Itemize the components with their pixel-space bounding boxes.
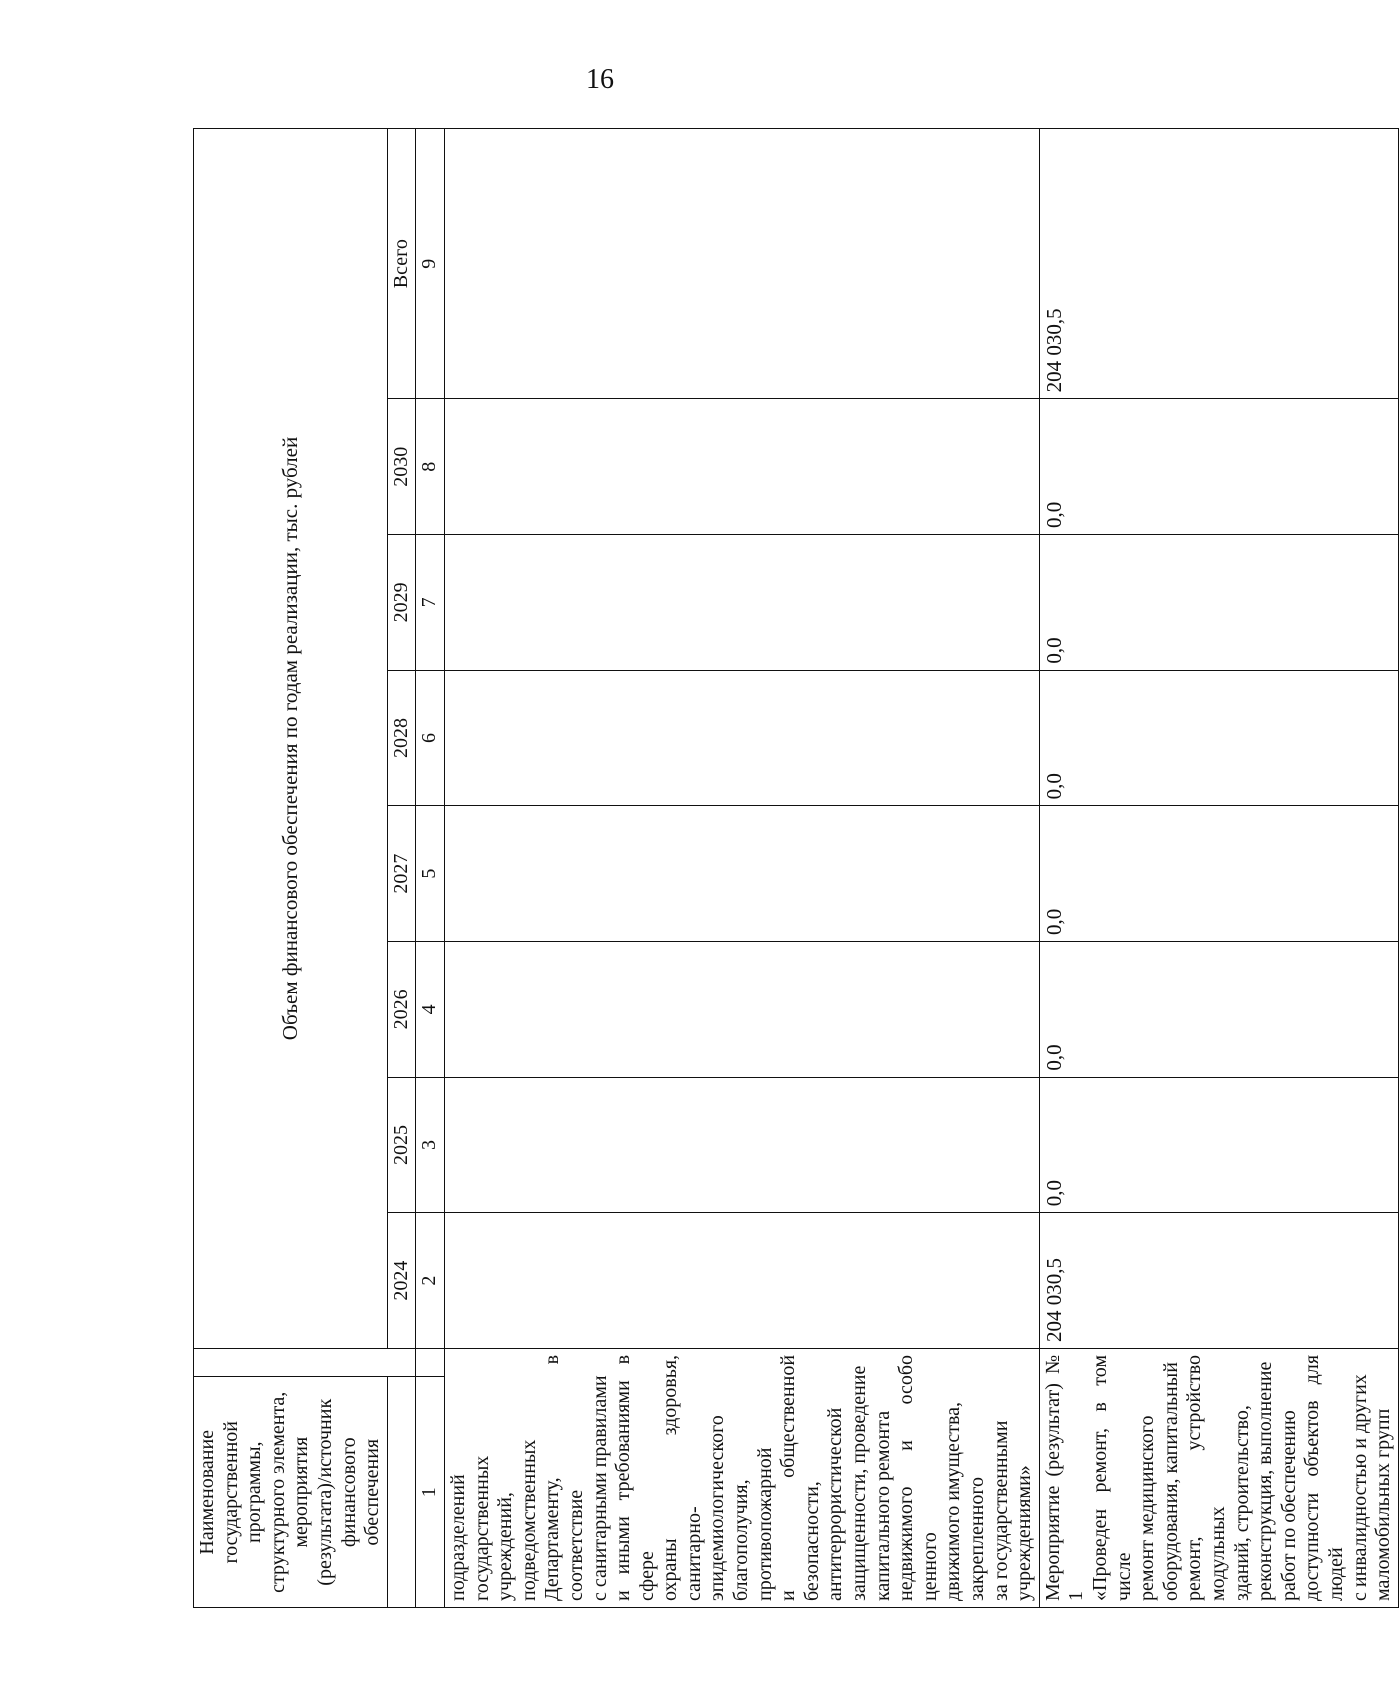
cell-2030: 0,0	[1039, 399, 1398, 535]
col-num-6: 6	[416, 670, 445, 806]
cell-2029	[444, 535, 1039, 671]
row-description: Мероприятие (результат) № 1 «Проведен ремонт, в том числе ремонт медицинского оборудования, капитальный ремонт, устройство модульных зданий, строительство, реконструкция, выполнение работ по обеспечению доступности объектов для людей с инвалидностью и других маломобильных групп	[1039, 1348, 1398, 1607]
cell-2024	[444, 1213, 1039, 1349]
year-2029: 2029	[387, 535, 416, 671]
cell-total	[444, 129, 1039, 399]
cell-2025: 0,0	[1039, 1077, 1398, 1213]
cell-2026: 0,0	[1039, 941, 1398, 1077]
year-2030: 2030	[387, 399, 416, 535]
cell-2028: 0,0	[1039, 670, 1398, 806]
cell-2025	[444, 1077, 1039, 1213]
table-row	[1039, 129, 1398, 1608]
col-num-5: 5	[416, 806, 445, 942]
cell-2024: 204 030,5	[1039, 1213, 1398, 1349]
year-total: Всего	[387, 129, 416, 399]
col-num-2: 2	[416, 1213, 445, 1349]
page-number: 16	[586, 64, 614, 95]
years-row	[387, 129, 416, 1608]
col-num-3: 3	[416, 1077, 445, 1213]
header-row	[194, 129, 388, 1608]
row-description: подразделений государственных учреждений, подведомственных Департаменту, в соответствие с санитарными правилами и иными требованиями в сфере охраны здоровья, санитарно- эпидемиологического благополучия, противопожарной и общественной безопасности, антитеррористической защищенности, проведение капитального ремонта недвижимого и особо ценного движимого имущества, закрепленного за государственными учреждениями»	[444, 1348, 1039, 1607]
year-2026: 2026	[387, 941, 416, 1077]
header-name-cont	[387, 1377, 416, 1608]
year-2024: 2024	[387, 1213, 416, 1349]
cell-2027	[444, 806, 1039, 942]
cell-2027: 0,0	[1039, 806, 1398, 942]
col-num-1: 1	[416, 1377, 445, 1608]
year-2028: 2028	[387, 670, 416, 806]
header-name: Наименование государственной программы, структурного элемента, мероприятия (результата)/источник финансового обеспечения	[194, 1377, 388, 1608]
year-2027: 2027	[387, 806, 416, 942]
cell-2030	[444, 399, 1039, 535]
financing-table-rotated	[193, 128, 1395, 1608]
cell-total: 204 030,5	[1039, 129, 1398, 399]
col-num-9: 9	[416, 129, 445, 399]
col-num-7: 7	[416, 535, 445, 671]
table-row	[444, 129, 1039, 1608]
cell-2028	[444, 670, 1039, 806]
col-num-8: 8	[416, 399, 445, 535]
financing-table	[193, 128, 1399, 1608]
cell-2026	[444, 941, 1039, 1077]
year-2025: 2025	[387, 1077, 416, 1213]
cell-2029: 0,0	[1039, 535, 1398, 671]
col-num-4: 4	[416, 941, 445, 1077]
column-numbers-row	[416, 129, 445, 1608]
header-group: Объем финансового обеспечения по годам реализации, тыс. рублей	[194, 129, 388, 1349]
